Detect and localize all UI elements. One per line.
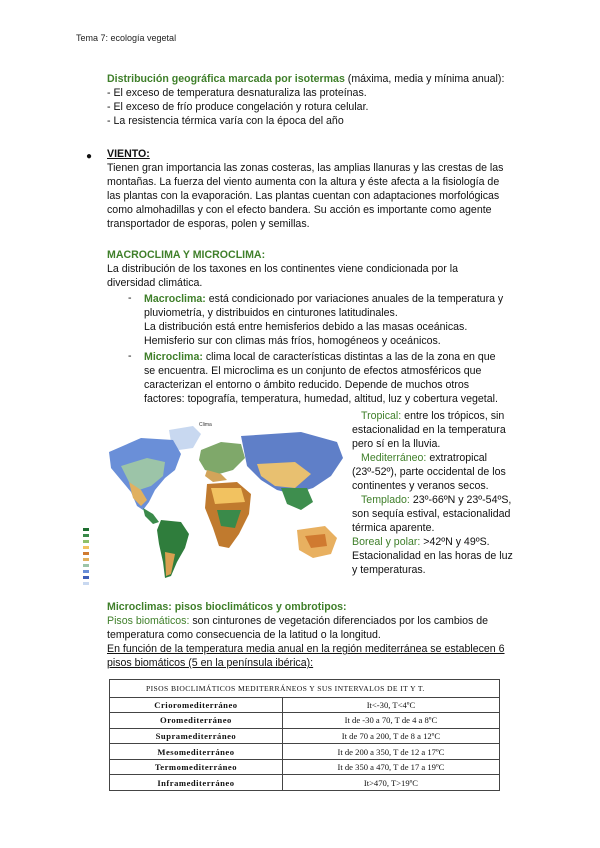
dash-marker: - [128, 350, 132, 362]
macroclima-label: Macroclima: [144, 293, 206, 305]
world-climate-map [81, 418, 351, 588]
pisos-text: son cinturones de vegetación diferenciados por los cambios de [189, 615, 489, 627]
templado-text: térmica aparente. [352, 522, 435, 534]
page-header: Tema 7: ecología vegetal [76, 33, 177, 43]
table-cell-name: Supramediterráneo [110, 728, 283, 744]
table-row [110, 728, 500, 744]
table-cell-value: It de 70 a 200, T de 8 a 12ºC [282, 728, 499, 744]
table-cell-value: It>470, T>19ºC [282, 775, 499, 791]
boreal-label: Boreal y polar: [352, 536, 421, 548]
table-cell-value: It de -30 a 70, T de 4 a 8ºC [282, 713, 499, 729]
microclima-label: Microclima: [144, 351, 203, 363]
table-cell-name: Oromediterráneo [110, 713, 283, 729]
table-cell-value: It de 200 a 350, T de 12 a 17ºC [282, 744, 499, 760]
tropical-text: pero sí en la lluvia. [352, 438, 441, 450]
table-cell-name: Inframediterráneo [110, 775, 283, 791]
boreal-text: Estacionalidad en las horas de luz [352, 550, 513, 562]
viento-line: transportador de esporas, polen y semillas. [107, 218, 310, 230]
table-cell-name: Termomediterráneo [110, 759, 283, 775]
distribution-heading: Distribución geográfica marcada por isotermas [107, 73, 345, 85]
table-cell-name: Mesomediterráneo [110, 744, 283, 760]
microclima-text: factores: topografía, temperatura, humedad, altitud, luz y cobertura vegetal. [144, 393, 498, 405]
pisos-label: Pisos biomáticos: [107, 615, 190, 627]
microclima-item [144, 350, 498, 406]
distribution-section [107, 72, 504, 128]
mediterraneo-text: extratropical [426, 452, 488, 464]
bioclimatic-table [109, 679, 500, 791]
viento-section [107, 147, 503, 231]
macro-intro: La distribución de los taxones en los continentes viene condicionada por la [107, 263, 459, 275]
macro-section [107, 248, 458, 290]
macroclima-text: La distribución está entre hemisferios debido a las masas oceánicas. [144, 321, 468, 333]
map-title: Clima [199, 422, 212, 428]
pisos-section [107, 600, 505, 670]
table-row [110, 775, 500, 791]
distribution-line: - El exceso de frío produce congelación y rotura celular. [107, 101, 369, 113]
viento-heading: VIENTO: [107, 148, 150, 160]
pisos-underline-text: pisos biomáticos (5 en la península ibérica): [107, 657, 314, 669]
tropical-label: Tropical: [361, 410, 402, 422]
macroclima-text: está condicionado por variaciones anuales de la temperatura y [205, 293, 504, 305]
viento-line: como almohadillas y con el efecto bandera. Su acción es importante como agente [107, 204, 492, 216]
tropical-text: entre los trópicos, sin [401, 410, 505, 422]
mediterraneo-text: (23º-52º), parte occidental de los [352, 466, 506, 478]
table-cell-name: Crioromediterráneo [110, 697, 283, 713]
templado-label: Templado: [361, 494, 410, 506]
table-cell-value: It de 350 a 470, T de 17 a 19ºC [282, 759, 499, 775]
microclima-text: se encuentra. El microclima es un conjunto de efectos atmosféricos que [144, 365, 482, 377]
boreal-text: >42ºN y 49ºS. [420, 536, 490, 548]
boreal-text: y temperaturas. [352, 564, 426, 576]
distribution-heading-suffix: (máxima, media y mínima anual): [344, 73, 505, 85]
macroclima-item [144, 292, 503, 348]
table-caption: PISOS BIOCLIMÁTICOS MEDITERRÁNEOS Y SUS INTERVALOS DE IT Y T. [110, 680, 500, 698]
table-row [110, 713, 500, 729]
pisos-underline-text: En función de la temperatura media anual en la región mediterránea se establecen 6 [107, 643, 505, 655]
climate-descriptions [352, 409, 513, 577]
tropical-text: estacionalidad en la temperatura [352, 424, 506, 436]
table-row [110, 744, 500, 760]
mediterraneo-text: continentes y veranos secos. [352, 480, 489, 492]
microclima-text: clima local de características distintas a las de la zona en que [202, 351, 496, 363]
templado-text: son sequía estival, estacionalidad [352, 508, 511, 520]
table-row [110, 697, 500, 713]
macro-intro: diversidad climática. [107, 277, 203, 289]
distribution-line: - El exceso de temperatura desnaturaliza las proteínas. [107, 87, 367, 99]
dash-marker: - [128, 292, 132, 304]
table-row [110, 759, 500, 775]
pisos-text: temperatura como consecuencia de la latitud o la longitud. [107, 629, 381, 641]
pisos-heading: Microclimas: pisos bioclimáticos y ombrotipos: [107, 601, 347, 613]
macroclima-text: Hemisferio sur con climas más fríos, homogéneos y oceánicos. [144, 335, 441, 347]
viento-line: montañas. La fuerza del viento aumenta con la altura y éste afecta a la fisiología de [107, 176, 500, 188]
macroclima-text: pluviometría, y distribuidos en cinturones latitudinales. [144, 307, 398, 319]
viento-line: Tienen gran importancia las zonas costeras, las amplias llanuras y las crestas de las [107, 162, 504, 174]
table-cell-value: It<-30, T<4ºC [282, 697, 499, 713]
distribution-line: - La resistencia térmica varía con la época del año [107, 115, 344, 127]
templado-text: 23º-66ºN y 23º-54ºS, [409, 494, 512, 506]
mediterraneo-label: Mediterráneo: [361, 452, 427, 464]
microclima-text: caracterizan el entorno o ámbito reducido. Depende de muchos otros [144, 379, 470, 391]
macro-heading: MACROCLIMA Y MICROCLIMA: [107, 249, 266, 261]
bullet-icon: ● [86, 151, 93, 162]
viento-line: las plantas con la evaporación. Las plantas cuentan con adaptaciones morfológicas [107, 190, 500, 202]
